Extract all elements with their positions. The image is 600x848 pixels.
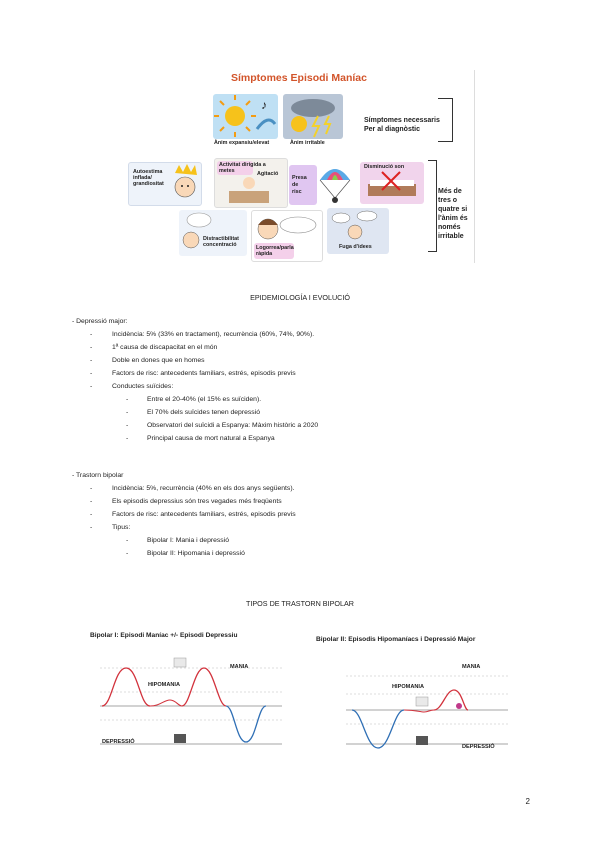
depression-item-2: 1ª causa de discapacitat en el món	[112, 344, 218, 351]
depression-item-5: Conductes suïcides:	[112, 383, 174, 390]
risk-line2: de	[292, 182, 299, 188]
more-than-line5: només	[438, 224, 461, 231]
goal-activity-image	[214, 158, 288, 208]
sub-bullet-dash: -	[126, 537, 129, 544]
depression-sub-item-3: Observatori del suïcidi a Espanya: Màxim històric a 2020	[147, 422, 319, 429]
necessary-symptoms-line1: Símptomes necessaris	[364, 117, 440, 124]
bipolar-item-2: Els episodis depressius són tres vegades més freqüents	[112, 498, 282, 505]
distractibility-image	[179, 210, 247, 256]
depression-sub-item-1: Entre el 20-40% (el 15% es suïciden).	[147, 396, 262, 403]
more-than-line1: Més de	[438, 188, 462, 195]
bipolar-1-diagram	[86, 628, 286, 760]
speech-line2: ràpida	[256, 251, 273, 257]
bipolar-sub-item-2: Bipolar II: Hipomania i depressió	[147, 550, 245, 557]
self-esteem-line1: Autoestima	[133, 169, 163, 175]
self-esteem-line2: inflada/	[133, 175, 152, 181]
more-than-line6: irritable	[438, 233, 464, 240]
more-than-line2: tres o	[438, 197, 458, 204]
sleep-image	[360, 162, 424, 204]
depression-heading: - Depressió major:	[72, 318, 128, 325]
bullet-dash: -	[90, 383, 93, 390]
desk-worker-icon	[215, 159, 287, 207]
section-title-epidemiology: EPIDEMIOLOGÍA I EVOLUCIÓ	[250, 293, 350, 302]
risk-line3: risc	[292, 189, 302, 195]
bipolar-item-3: Factors de risc: antecedents familiars, estrés, episodis previs	[112, 511, 296, 518]
goal-activity-line1: Activitat dirigida a	[219, 162, 266, 168]
speech-line1: Logorrea/parla	[256, 245, 294, 251]
bracket-divider-2	[428, 160, 437, 252]
bipolar-1-hipomania-label: HIPOMANIA	[148, 682, 181, 688]
bullet-dash: -	[90, 485, 93, 492]
thought-cloud-icon	[179, 210, 247, 256]
bipolar-1-mania-label: MANIA	[230, 664, 249, 670]
bullet-dash: -	[90, 357, 93, 364]
parachute-image	[317, 162, 353, 206]
expansive-mood-label: Ànim expansiu/elevat	[214, 140, 270, 146]
sub-bullet-dash: -	[126, 422, 129, 429]
infographic-title: Símptomes Episodi Maníac	[231, 72, 367, 84]
bipolar-1-title: Bipolar I: Episodi Maníac +/- Episodi Depressiu	[90, 632, 238, 639]
depression-item-1: Incidència: 5% (33% en tractament), recurrència (60%, 74%, 90%).	[112, 331, 315, 338]
sleep-label: Disminució son	[364, 164, 405, 170]
distractibility-line1: Distractibilitat	[203, 236, 239, 242]
bipolar-2-diagram	[312, 632, 512, 772]
bullet-dash: -	[90, 344, 93, 351]
risk-label-bg	[289, 165, 317, 205]
bipolar-1-depressio-label: DEPRESSIÓ	[102, 739, 135, 745]
section-title-bipolar-types: TIPOS DE TRASTORN BIPOLAR	[246, 599, 354, 608]
risk-line1: Presa	[292, 175, 307, 181]
more-than-line3: quatre si	[438, 206, 468, 213]
irritable-mood-image	[283, 94, 343, 139]
distractibility-line2: concentració	[203, 242, 237, 248]
flight-of-ideas-label: Fuga d'idees	[339, 244, 372, 250]
agitation-label: Agitació	[257, 171, 279, 177]
sub-bullet-dash: -	[126, 409, 129, 416]
depression-item-4: Factors de risc: antecedents familiars, estrés, episodis previs	[112, 370, 296, 377]
parachute-icon	[317, 162, 353, 206]
sub-bullet-dash: -	[126, 435, 129, 442]
more-than-line4: l'ànim és	[438, 215, 468, 222]
bipolar-item-1: Incidència: 5%, recurrència (40% en els dos anys següents).	[112, 485, 295, 492]
goal-activity-line2: metes	[219, 168, 235, 174]
sun-icon	[213, 94, 278, 139]
sub-bullet-dash: -	[126, 550, 129, 557]
necessary-symptoms-line2: Per al diagnòstic	[364, 126, 421, 133]
bed-icon	[360, 162, 424, 204]
expansive-mood-image	[213, 94, 278, 139]
bipolar-2-title: Bipolar II: Episodis Hipomaníacs i Depressió Major	[316, 636, 476, 643]
bipolar-2-hipomania-label: HIPOMANIA	[392, 684, 425, 690]
bullet-dash: -	[90, 331, 93, 338]
bullet-dash: -	[90, 524, 93, 531]
self-esteem-line3: grandiositat	[133, 181, 164, 187]
bipolar-2-wave	[312, 632, 512, 772]
bipolar-item-4: Tipus:	[112, 524, 131, 531]
svg-text:♪: ♪	[261, 98, 267, 112]
bullet-dash: -	[90, 498, 93, 505]
bullet-dash: -	[90, 511, 93, 518]
storm-icon	[283, 94, 343, 139]
flight-of-ideas-image	[327, 208, 389, 254]
depression-sub-item-4: Principal causa de mort natural a Espanya	[147, 435, 275, 442]
manic-symptoms-infographic	[124, 70, 475, 263]
depression-item-3: Doble en dones que en homes	[112, 357, 205, 364]
bipolar-sub-item-1: Bipolar I: Mania i depressió	[147, 537, 229, 544]
bullet-dash: -	[90, 370, 93, 377]
self-esteem-image	[128, 162, 202, 206]
speech-image	[251, 210, 323, 262]
bracket-divider	[438, 98, 453, 142]
bipolar-2-mania-label: MANIA	[462, 664, 481, 670]
bipolar-heading: - Trastorn bipolar	[72, 472, 124, 479]
irritable-mood-label: Ànim irritable	[290, 140, 325, 146]
sub-bullet-dash: -	[126, 396, 129, 403]
bipolar-2-depressio-label: DEPRESSIÓ	[462, 744, 495, 750]
page-number: 2	[525, 797, 530, 806]
depression-sub-item-2: El 70% dels suïcides tenen depressió	[147, 409, 260, 416]
